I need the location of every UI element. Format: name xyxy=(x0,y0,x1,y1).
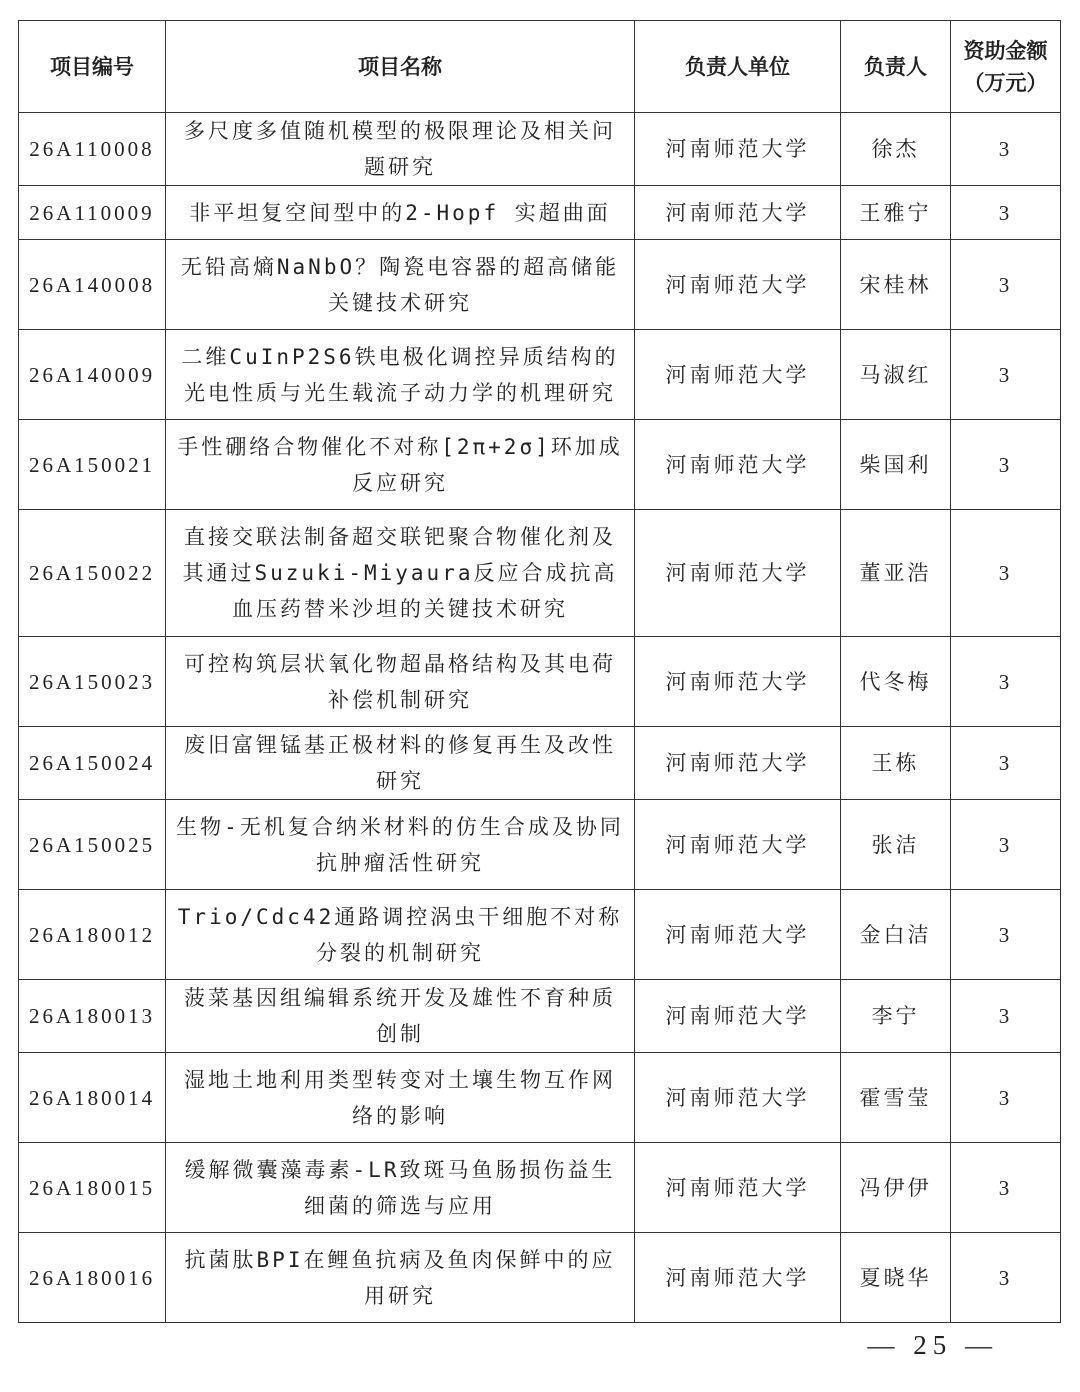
project-amount: 3 xyxy=(951,420,1061,510)
header-amount-line1: 资助金额 xyxy=(963,38,1048,63)
table-header xyxy=(19,21,1061,113)
project-unit: 河南师范大学 xyxy=(635,420,841,510)
project-amount: 3 xyxy=(951,113,1061,186)
project-code: 26A180014 xyxy=(19,1053,166,1143)
project-amount: 3 xyxy=(951,980,1061,1053)
project-unit: 河南师范大学 xyxy=(635,1053,841,1143)
project-code: 26A110009 xyxy=(19,186,166,240)
table-row xyxy=(19,113,1061,186)
project-code: 26A180012 xyxy=(19,890,166,980)
table-row xyxy=(19,510,1061,637)
table-row xyxy=(19,1233,1061,1323)
project-code: 26A150024 xyxy=(19,727,166,800)
table-row xyxy=(19,186,1061,240)
project-name: 缓解微囊藻毒素-LR致斑马鱼肠损伤益生细菌的筛选与应用 xyxy=(166,1143,635,1233)
project-name: 多尺度多值随机模型的极限理论及相关问题研究 xyxy=(166,113,635,186)
project-leader: 马淑红 xyxy=(841,330,951,420)
project-code: 26A140008 xyxy=(19,240,166,330)
project-amount: 3 xyxy=(951,800,1061,890)
project-name: Trio/Cdc42通路调控涡虫干细胞不对称分裂的机制研究 xyxy=(166,890,635,980)
project-amount: 3 xyxy=(951,1053,1061,1143)
project-leader: 董亚浩 xyxy=(841,510,951,637)
table-row xyxy=(19,890,1061,980)
project-leader: 李宁 xyxy=(841,980,951,1053)
project-name: 可控构筑层状氧化物超晶格结构及其电荷补偿机制研究 xyxy=(166,637,635,727)
table-row xyxy=(19,980,1061,1053)
project-code: 26A180016 xyxy=(19,1233,166,1323)
project-unit: 河南师范大学 xyxy=(635,510,841,637)
header-row xyxy=(19,21,1061,113)
project-name: 湿地土地利用类型转变对土壤生物互作网络的影响 xyxy=(166,1053,635,1143)
header-name: 项目名称 xyxy=(166,21,635,113)
project-code: 26A180013 xyxy=(19,980,166,1053)
table-row xyxy=(19,330,1061,420)
project-amount: 3 xyxy=(951,1233,1061,1323)
project-name: 抗菌肽BPI在鲤鱼抗病及鱼肉保鲜中的应用研究 xyxy=(166,1233,635,1323)
table-row xyxy=(19,637,1061,727)
table-row xyxy=(19,1053,1061,1143)
table-row xyxy=(19,800,1061,890)
project-unit: 河南师范大学 xyxy=(635,980,841,1053)
project-name: 生物-无机复合纳米材料的仿生合成及协同抗肿瘤活性研究 xyxy=(166,800,635,890)
project-code: 26A180015 xyxy=(19,1143,166,1233)
project-unit: 河南师范大学 xyxy=(635,1143,841,1233)
project-unit: 河南师范大学 xyxy=(635,800,841,890)
project-leader: 宋桂林 xyxy=(841,240,951,330)
project-amount: 3 xyxy=(951,727,1061,800)
project-unit: 河南师范大学 xyxy=(635,1233,841,1323)
project-leader: 柴国利 xyxy=(841,420,951,510)
project-name: 菠菜基因组编辑系统开发及雄性不育种质创制 xyxy=(166,980,635,1053)
table-row xyxy=(19,240,1061,330)
project-unit: 河南师范大学 xyxy=(635,240,841,330)
project-leader: 夏晓华 xyxy=(841,1233,951,1323)
project-leader: 金白洁 xyxy=(841,890,951,980)
header-amount-line2: （万元） xyxy=(963,70,1048,95)
page-number: — 25 — xyxy=(867,1330,998,1360)
project-amount: 3 xyxy=(951,890,1061,980)
header-amount xyxy=(951,21,1061,113)
project-name: 废旧富锂锰基正极材料的修复再生及改性研究 xyxy=(166,727,635,800)
project-unit: 河南师范大学 xyxy=(635,186,841,240)
project-amount: 3 xyxy=(951,240,1061,330)
table-row xyxy=(19,727,1061,800)
table-row xyxy=(19,420,1061,510)
grant-table xyxy=(18,20,1061,1323)
project-unit: 河南师范大学 xyxy=(635,727,841,800)
project-amount: 3 xyxy=(951,510,1061,637)
table-body xyxy=(19,113,1061,1323)
project-amount: 3 xyxy=(951,330,1061,420)
project-leader: 代冬梅 xyxy=(841,637,951,727)
project-code: 26A150025 xyxy=(19,800,166,890)
project-unit: 河南师范大学 xyxy=(635,330,841,420)
project-code: 26A150022 xyxy=(19,510,166,637)
project-unit: 河南师范大学 xyxy=(635,637,841,727)
project-amount: 3 xyxy=(951,1143,1061,1233)
header-unit: 负责人单位 xyxy=(635,21,841,113)
project-leader: 冯伊伊 xyxy=(841,1143,951,1233)
project-leader: 徐杰 xyxy=(841,113,951,186)
project-leader: 张洁 xyxy=(841,800,951,890)
project-amount: 3 xyxy=(951,186,1061,240)
project-code: 26A140009 xyxy=(19,330,166,420)
header-code: 项目编号 xyxy=(19,21,166,113)
project-name: 直接交联法制备超交联钯聚合物催化剂及其通过Suzuki-Miyaura反应合成抗高血压药替米沙坦的关键技术研究 xyxy=(166,510,635,637)
project-leader: 王雅宁 xyxy=(841,186,951,240)
project-leader: 霍雪莹 xyxy=(841,1053,951,1143)
project-leader: 王栋 xyxy=(841,727,951,800)
project-name: 非平坦复空间型中的2-Hopf 实超曲面 xyxy=(166,186,635,240)
project-name: 二维CuInP2S6铁电极化调控异质结构的光电性质与光生载流子动力学的机理研究 xyxy=(166,330,635,420)
project-unit: 河南师范大学 xyxy=(635,113,841,186)
project-name: 手性硼络合物催化不对称[2π+2σ]环加成反应研究 xyxy=(166,420,635,510)
project-name: 无铅高熵NaNbO？陶瓷电容器的超高储能关键技术研究 xyxy=(166,240,635,330)
project-unit: 河南师范大学 xyxy=(635,890,841,980)
project-code: 26A150021 xyxy=(19,420,166,510)
header-leader: 负责人 xyxy=(841,21,951,113)
project-code: 26A110008 xyxy=(19,113,166,186)
project-amount: 3 xyxy=(951,637,1061,727)
table-row xyxy=(19,1143,1061,1233)
project-code: 26A150023 xyxy=(19,637,166,727)
